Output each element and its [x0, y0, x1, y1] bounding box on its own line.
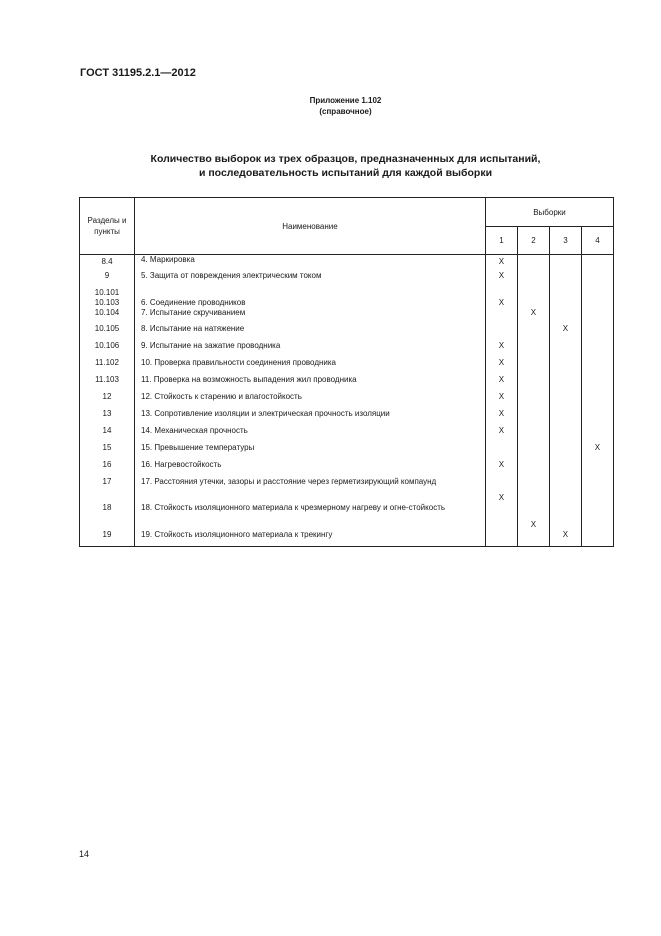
- cell-sample-2: [517, 530, 549, 547]
- cell-sample-4: [581, 503, 613, 530]
- cell-section: [80, 255, 135, 271]
- test-name: 18. Стойкость изоляционного материала к чрезмерному нагреву и огне-стойкость: [141, 502, 446, 512]
- appendix-label: [15, 95, 661, 117]
- cell-sample-3: [549, 358, 581, 375]
- cell-section: [80, 375, 135, 392]
- test-name: 15. Превышение температуры: [141, 442, 255, 452]
- table-row: [80, 358, 614, 375]
- cell-sample-4: X: [581, 443, 613, 460]
- cell-sample-4: [581, 308, 613, 324]
- appendix-title: Приложение 1.102: [309, 96, 382, 105]
- section-number: 10.101 10.103: [94, 287, 120, 307]
- cell-section: [80, 409, 135, 426]
- cell-sample-1: X: [485, 358, 517, 375]
- cell-name: [135, 443, 486, 460]
- cell-sample-3: [549, 503, 581, 530]
- cell-name: [135, 255, 486, 271]
- cell-sample-1: [485, 530, 517, 547]
- table-row: [80, 375, 614, 392]
- cell-sample-3: X: [549, 530, 581, 547]
- cell-section: [80, 288, 135, 308]
- cell-sample-2: [517, 460, 549, 477]
- cell-sample-3: [549, 426, 581, 443]
- cell-sample-4: [581, 477, 613, 503]
- cell-sample-3: [549, 271, 581, 288]
- cell-sample-3: [549, 477, 581, 503]
- column-header-sample-2: 2: [517, 227, 549, 255]
- cell-sample-4: [581, 324, 613, 341]
- cell-name: [135, 460, 486, 477]
- test-name: 14. Механическая прочность: [141, 425, 248, 435]
- cell-sample-1: X: [485, 271, 517, 288]
- cell-sample-1: [485, 443, 517, 460]
- cell-sample-3: [549, 341, 581, 358]
- section-number: 8.4: [101, 257, 113, 266]
- cell-name: [135, 409, 486, 426]
- column-header-sample-3: 3: [549, 227, 581, 255]
- section-number: 11.103: [95, 374, 119, 384]
- cell-sample-2: X: [517, 503, 549, 530]
- cell-sample-1: X: [485, 255, 517, 271]
- table-row: [80, 503, 614, 530]
- cell-section: [80, 271, 135, 288]
- table-row: [80, 426, 614, 443]
- cell-sample-2: X: [517, 308, 549, 324]
- test-name: 10. Проверка правильности соединения проводника: [141, 357, 337, 367]
- cell-section: [80, 392, 135, 409]
- cell-name: [135, 375, 486, 392]
- cell-section: [80, 530, 135, 547]
- section-number: 15: [102, 442, 112, 452]
- tests-table: [79, 197, 614, 547]
- test-name: 12. Стойкость к старению и влагостойкость: [141, 391, 302, 401]
- section-number: 11.102: [95, 357, 119, 367]
- test-name: 7. Испытание скручиванием: [141, 307, 246, 317]
- table-row: [80, 255, 614, 271]
- document-code: ГОСТ 31195.2.1—2012: [80, 67, 196, 79]
- cell-sample-3: X: [549, 324, 581, 341]
- cell-section: [80, 443, 135, 460]
- cell-sample-1: X: [485, 375, 517, 392]
- test-name: 9. Испытание на зажатие проводника: [141, 340, 281, 350]
- cell-sample-4: [581, 426, 613, 443]
- cell-name: [135, 288, 486, 308]
- cell-name: [135, 271, 486, 288]
- cell-sample-2: [517, 324, 549, 341]
- cell-sample-3: [549, 460, 581, 477]
- cell-sample-2: [517, 288, 549, 308]
- column-header-sections: [80, 198, 135, 255]
- cell-section: [80, 341, 135, 358]
- test-name: 5. Защита от повреждения электрическим током: [141, 270, 322, 280]
- cell-sample-3: [549, 392, 581, 409]
- cell-name: [135, 426, 486, 443]
- cell-sample-2: [517, 255, 549, 271]
- appendix-status: (справочное): [319, 107, 372, 116]
- page-number: 14: [79, 849, 90, 859]
- cell-sample-2: [517, 426, 549, 443]
- cell-sample-4: [581, 271, 613, 288]
- cell-sample-3: [549, 375, 581, 392]
- cell-sample-1: X: [485, 392, 517, 409]
- cell-sample-4: [581, 409, 613, 426]
- cell-section: [80, 324, 135, 341]
- table-row: [80, 460, 614, 477]
- table-row: [80, 341, 614, 358]
- test-name: 17. Расстояния утечки, зазоры и расстояние через герметизирующий компаунд: [141, 476, 437, 486]
- test-name: 11. Проверка на возможность выпадения жил проводника: [141, 374, 357, 384]
- cell-sample-2: [517, 409, 549, 426]
- test-name: 19. Стойкость изоляционного материала к трекингу: [141, 529, 333, 539]
- cell-sample-1: X: [485, 477, 517, 503]
- cell-name: [135, 530, 486, 547]
- cell-sample-3: [549, 409, 581, 426]
- cell-sample-1: [485, 308, 517, 324]
- cell-section: [80, 460, 135, 477]
- section-number: 10.106: [94, 340, 120, 350]
- cell-sample-4: [581, 530, 613, 547]
- cell-name: [135, 341, 486, 358]
- cell-section: [80, 477, 135, 503]
- test-name: 4. Маркировка: [141, 255, 195, 264]
- test-name: 8. Испытание на натяжение: [141, 323, 245, 333]
- column-header-samples: Выборки: [485, 198, 613, 227]
- cell-section: [80, 426, 135, 443]
- table-row: [80, 530, 614, 547]
- column-header-sample-4: 4: [581, 227, 613, 255]
- cell-name: [135, 324, 486, 341]
- cell-sample-3: [549, 308, 581, 324]
- cell-sample-2: [517, 271, 549, 288]
- cell-name: [135, 392, 486, 409]
- table-row: [80, 443, 614, 460]
- section-number: 18: [102, 502, 112, 512]
- cell-name: [135, 503, 486, 530]
- cell-sample-3: [549, 288, 581, 308]
- table-row: [80, 271, 614, 288]
- cell-sample-1: [485, 324, 517, 341]
- cell-sample-3: [549, 443, 581, 460]
- cell-sample-1: X: [485, 341, 517, 358]
- cell-sample-2: [517, 392, 549, 409]
- cell-sample-4: [581, 392, 613, 409]
- section-number: 12: [102, 391, 112, 401]
- test-name: 13. Сопротивление изоляции и электрическая прочность изоляции: [141, 408, 390, 418]
- cell-sample-1: X: [485, 288, 517, 308]
- cell-sample-4: [581, 358, 613, 375]
- cell-sample-1: [485, 503, 517, 530]
- cell-sample-2: [517, 477, 549, 503]
- cell-sample-2: [517, 375, 549, 392]
- cell-sample-1: X: [485, 460, 517, 477]
- table-row: [80, 409, 614, 426]
- section-number: 13: [102, 408, 112, 418]
- cell-sample-2: [517, 341, 549, 358]
- test-name: 6. Соединение проводников: [141, 297, 246, 307]
- column-header-sample-1: 1: [485, 227, 517, 255]
- cell-section: [80, 308, 135, 324]
- cell-section: [80, 503, 135, 530]
- table-row: [80, 288, 614, 308]
- table-title-line1: Количество выборок из трех образцов, предназначенных для испытаний,: [150, 153, 541, 165]
- section-number: 10.105: [94, 323, 120, 333]
- section-number: 16: [102, 459, 112, 469]
- section-number: 9: [104, 270, 110, 280]
- cell-sample-4: [581, 255, 613, 271]
- cell-sample-1: X: [485, 426, 517, 443]
- section-number: 19: [102, 529, 112, 539]
- cell-sample-3: [549, 255, 581, 271]
- table-title-line2: и последовательность испытаний для каждой выборки: [198, 167, 493, 179]
- table-row: [80, 392, 614, 409]
- table-row: [80, 324, 614, 341]
- test-name: 16. Нагревостойкость: [141, 459, 222, 469]
- cell-sample-4: [581, 341, 613, 358]
- cell-name: [135, 358, 486, 375]
- cell-sample-1: X: [485, 409, 517, 426]
- section-number: 10.104: [94, 307, 120, 317]
- table-row: [80, 308, 614, 324]
- cell-sample-4: [581, 288, 613, 308]
- cell-section: [80, 358, 135, 375]
- section-number: 14: [102, 425, 112, 435]
- cell-sample-4: [581, 375, 613, 392]
- section-number: 17: [102, 476, 112, 486]
- cell-sample-2: [517, 443, 549, 460]
- cell-sample-2: [517, 358, 549, 375]
- cell-name: [135, 308, 486, 324]
- column-header-name: Наименование: [135, 198, 486, 255]
- column-header-sections-label: Разделы и пункты: [87, 216, 127, 236]
- cell-sample-4: [581, 460, 613, 477]
- cell-name: [135, 477, 486, 503]
- table-row: [80, 477, 614, 503]
- table-title: [15, 152, 661, 180]
